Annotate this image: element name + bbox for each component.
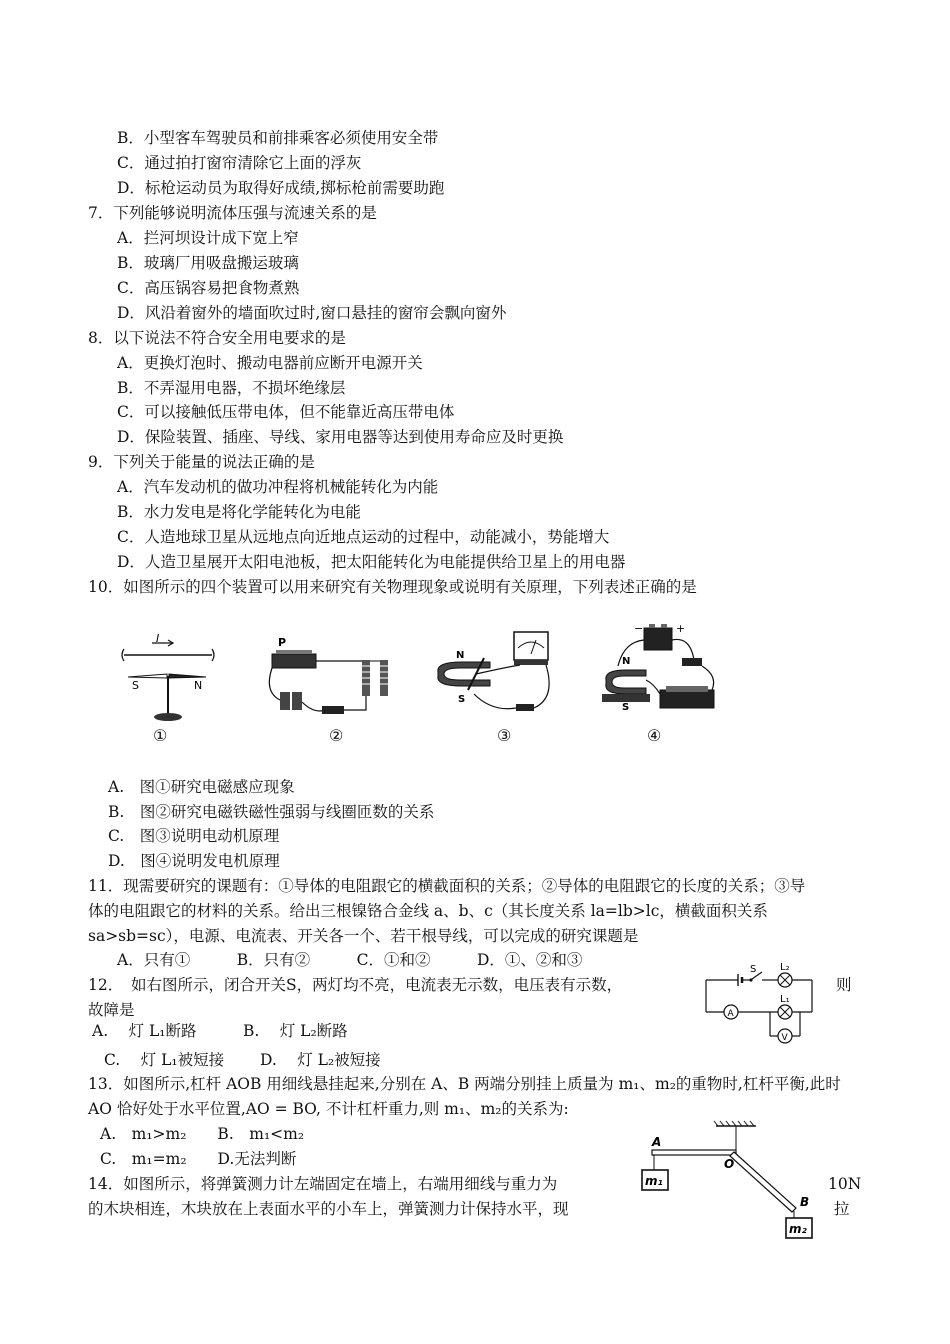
- q8-option-c: C．可以接触低压带电体，但不能靠近高压带电体: [117, 403, 455, 421]
- q8-option-d: D．保险装置、插座、导线、家用电器等达到使用寿命应及时更换: [117, 428, 564, 446]
- figure-electromagnet: [262, 632, 407, 724]
- figure-motor: [594, 620, 722, 720]
- q11-line-3: sa>sb=sc），电源、电流表、开关各一个、若干根导线，可以完成的研究课题是: [88, 927, 639, 945]
- q10-option-d: D. 图④说明发电机原理: [108, 852, 280, 870]
- fig3-s-label: S: [458, 694, 466, 705]
- circuit-l2-label: L₂: [780, 962, 790, 973]
- fig1-s-label: S: [132, 679, 139, 692]
- q6-option-c: C．通过拍打窗帘清除它上面的浮灰: [117, 154, 362, 172]
- figure-oersted: [118, 632, 218, 725]
- q9-stem: 9．下列关于能量的说法正确的是: [88, 453, 315, 471]
- fig3-n-label: N: [456, 650, 465, 661]
- q12-stem: 12． 如右图所示，闭合开关S，两灯均不亮，电流表无示数，电压表有示数，: [88, 976, 623, 994]
- figure-label-3: ③: [497, 726, 512, 745]
- q13-options-row-2: C. m₁=m₂ D.无法判断: [100, 1150, 297, 1168]
- lever-b-label: B: [800, 1195, 810, 1209]
- q9-option-b: B．水力发电是将化学能转化为电能: [117, 503, 361, 521]
- svg-text:+: +: [676, 622, 686, 635]
- q9-option-c: C．人造地球卫星从远地点向近地点运动的过程中，动能减小，势能增大: [117, 528, 610, 546]
- q8-stem: 8．以下说法不符合安全用电要求的是: [88, 329, 346, 347]
- q13-lever-diagram: [636, 1120, 826, 1244]
- circuit-voltmeter-label: V: [781, 1033, 788, 1043]
- figure-label-1: ①: [153, 726, 168, 745]
- q14-line-2: 的木块相连，木块放在上表面水平的小车上，弹簧测力计保持水平，现: [88, 1200, 569, 1218]
- q7-option-c: C．高压锅容易把食物煮熟: [117, 279, 300, 297]
- q6-option-b: B．小型客车驾驶员和前排乘客必须使用安全带: [117, 129, 439, 147]
- circuit-switch-label: S: [750, 964, 757, 975]
- circuit-l1-label: L₁: [780, 994, 790, 1005]
- q14-line-2-end: 拉: [834, 1200, 850, 1218]
- lever-m1-label: m₁: [645, 1174, 663, 1188]
- q13-options-row-1: A. m₁>m₂ B. m₁<m₂: [100, 1125, 305, 1143]
- lever-o-label: O: [724, 1157, 735, 1171]
- lever-m2-label: m₂: [789, 1222, 807, 1236]
- q13-line-2: AO 恰好处于水平位置,AO = BO, 不计杠杆重力,则 m₁、m₂的关系为:: [88, 1100, 569, 1118]
- q8-option-b: B．不弄湿用电器，不损坏绝缘层: [117, 379, 346, 397]
- q10-option-a: A. 图①研究电磁感应现象: [108, 778, 295, 796]
- q7-option-d: D．风沿着窗外的墙面吹过时,窗口悬挂的窗帘会飘向窗外: [117, 304, 507, 322]
- q13-line-1: 13．如图所示,杠杆 AOB 用细线悬挂起来,分别在 A、B 两端分别挂上质量为 m₁、m₂的重物时,杠杆平衡,此时: [88, 1075, 841, 1093]
- lever-a-label: A: [652, 1135, 662, 1149]
- q12-stem-end: 则: [836, 976, 852, 994]
- q9-option-d: D．人造卫星展开太阳电池板，把太阳能转化为电能提供给卫星上的用电器: [117, 553, 626, 571]
- circuit-ammeter-label: A: [727, 1009, 734, 1019]
- q11-line-2: 体的电阻跟它的材料的关系。给出三根镍铬合金线 a、b、c（其长度关系 la=lb>lc，横截面积关系: [88, 902, 768, 920]
- fig2-p-label: P: [278, 636, 287, 649]
- q10-option-c: C. 图③说明电动机原理: [108, 827, 280, 845]
- q7-stem: 7．下列能够说明流体压强与流速关系的是: [88, 204, 377, 222]
- svg-text:−: −: [634, 622, 644, 635]
- q14-line-1: 14．如图所示，将弹簧测力计左端固定在墙上，右端用细线与重力为: [88, 1175, 558, 1193]
- q12-circuit-diagram: [700, 962, 818, 1044]
- figure-induction: [432, 628, 562, 720]
- q12-stem-cont: 故障是: [88, 1001, 135, 1019]
- fig1-current-label: I: [156, 632, 160, 645]
- q6-option-d: D．标枪运动员为取得好成绩,掷标枪前需要助跑: [117, 179, 445, 197]
- q12-options-row-2: C. 灯 L₁被短接 D. 灯 L₂被短接: [104, 1051, 381, 1069]
- q11-line-1: 11．现需要研究的课题有：①导体的电阻跟它的横截面积的关系；②导体的电阻跟它的长度的关系；③导: [88, 877, 806, 895]
- fig4-s-label: S: [622, 702, 630, 713]
- q10-stem: 10．如图所示的四个装置可以用来研究有关物理现象或说明有关原理，下列表述正确的是: [88, 578, 697, 596]
- q14-line-1-end: 10N: [828, 1175, 862, 1193]
- q12-options-row-1: A. 灯 L₁断路 B. 灯 L₂断路: [92, 1022, 348, 1040]
- q8-option-a: A．更换灯泡时、搬动电器前应断开电源开关: [117, 354, 423, 372]
- figure-label-4: ④: [647, 726, 662, 745]
- q7-option-b: B．玻璃厂用吸盘搬运玻璃: [117, 254, 299, 272]
- fig1-n-label: N: [194, 679, 203, 692]
- figure-label-2: ②: [329, 726, 344, 745]
- q9-option-a: A．汽车发动机的做功冲程将机械能转化为内能: [117, 478, 439, 496]
- q11-options: A．只有① B．只有② C．①和② D．①、②和③: [117, 951, 583, 969]
- fig4-n-label: N: [622, 656, 631, 667]
- q7-option-a: A．拦河坝设计成下宽上窄: [117, 229, 299, 247]
- q10-option-b: B. 图②研究电磁铁磁性强弱与线圈匝数的关系: [108, 803, 435, 821]
